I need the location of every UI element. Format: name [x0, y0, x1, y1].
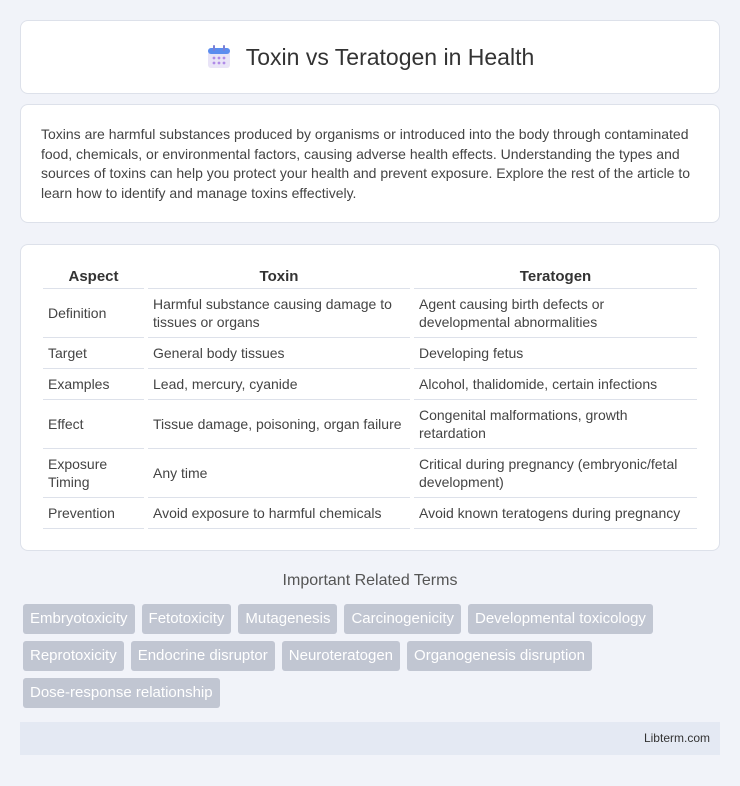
table-row: [43, 338, 697, 369]
table-header-row: [43, 265, 697, 289]
related-terms-title: Important Related Terms: [282, 572, 458, 589]
table-cell: Tissue damage, poisoning, organ failure: [148, 400, 410, 449]
related-term-tag[interactable]: Dose-response relationship: [23, 678, 220, 708]
related-term-tag[interactable]: Mutagenesis: [238, 604, 337, 634]
table-cell: Prevention: [43, 498, 144, 529]
related-term-tag[interactable]: Developmental toxicology: [468, 604, 653, 634]
table-cell: General body tissues: [148, 338, 410, 369]
table-row: [43, 449, 697, 498]
related-terms-list: [23, 604, 723, 708]
table-cell: Target: [43, 338, 144, 369]
table-row: [43, 289, 697, 338]
footer-site-link[interactable]: Libterm.com: [643, 731, 710, 745]
table-cell: Developing fetus: [414, 338, 697, 369]
table-cell: Avoid known teratogens during pregnancy: [414, 498, 697, 529]
table-cell: Congenital malformations, growth retardation: [414, 400, 697, 449]
calendar-icon: [206, 44, 232, 70]
table-cell: Examples: [43, 369, 144, 400]
intro-text: Toxins are harmful substances produced by organisms or introduced into the body through contaminated food, chemicals, or environmental factors, causing adverse health effects. Understanding the types and sources of toxins can help you protect your health and prevent exposure. Explore the rest of the article to learn how to identify and manage toxins effectively.: [41, 126, 691, 201]
table-cell: Harmful substance causing damage to tissues or organs: [148, 289, 410, 338]
comparison-table-card: [20, 244, 720, 551]
column-header: Toxin: [148, 265, 410, 289]
related-term-tag[interactable]: Endocrine disruptor: [131, 641, 275, 671]
footer: [20, 722, 720, 755]
intro-card: [20, 104, 720, 223]
table-cell: Avoid exposure to harmful chemicals: [148, 498, 410, 529]
comparison-table: [39, 265, 701, 529]
table-cell: Effect: [43, 400, 144, 449]
table-cell: Agent causing birth defects or developmental abnormalities: [414, 289, 697, 338]
table-cell: Alcohol, thalidomide, certain infections: [414, 369, 697, 400]
table-row: [43, 498, 697, 529]
related-term-tag[interactable]: Fetotoxicity: [142, 604, 232, 634]
table-cell: Any time: [148, 449, 410, 498]
header-card: [20, 20, 720, 94]
table-cell: Definition: [43, 289, 144, 338]
page-title: Toxin vs Teratogen in Health: [245, 43, 535, 70]
related-term-tag[interactable]: Neuroteratogen: [282, 641, 400, 671]
table-cell: Exposure Timing: [43, 449, 144, 498]
related-term-tag[interactable]: Carcinogenicity: [344, 604, 461, 634]
related-term-tag[interactable]: Reprotoxicity: [23, 641, 124, 671]
table-row: [43, 400, 697, 449]
column-header: Aspect: [43, 265, 144, 289]
table-cell: Lead, mercury, cyanide: [148, 369, 410, 400]
related-term-tag[interactable]: Embryotoxicity: [23, 604, 135, 634]
related-term-tag[interactable]: Organogenesis disruption: [407, 641, 592, 671]
table-cell: Critical during pregnancy (embryonic/fetal development): [414, 449, 697, 498]
column-header: Teratogen: [414, 265, 697, 289]
table-row: [43, 369, 697, 400]
